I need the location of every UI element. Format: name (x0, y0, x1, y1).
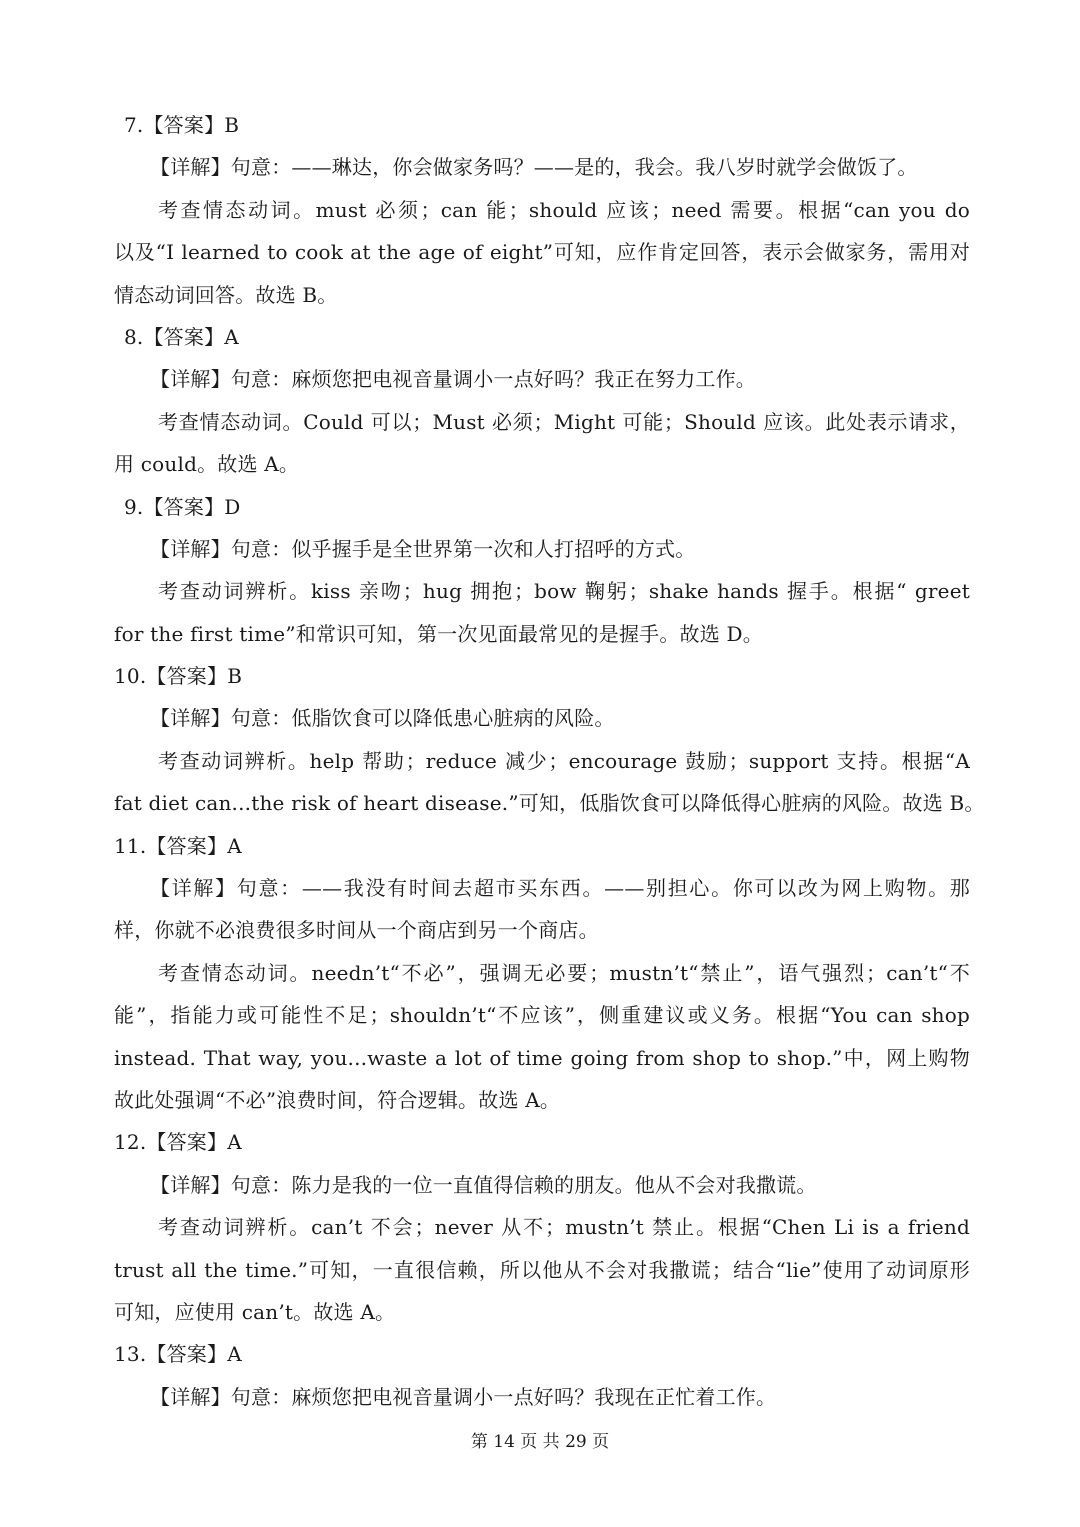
answer-line-q7: 7.【答案】B (124, 113, 240, 137)
detail-line-q10: 【详解】句意：低脂饮食可以降低患心脏病的风险。 (150, 706, 615, 731)
analysis-line: instead. That way, you...waste a lot of time going from shop to shop.”中，网上购物 (114, 1045, 970, 1070)
analysis-line: 故此处强调“不必”浪费时间，符合逻辑。故选 A。 (114, 1087, 561, 1112)
analysis-line: 能”，指能力或可能性不足；shouldn’t“不应该”，侧重建议或义务。根据“You can shop (114, 1003, 970, 1028)
analysis-line: 用 could。故选 A。 (114, 452, 300, 477)
detail-line-q11-cont: 样，你就不必浪费很多时间从一个商店到另一个商店。 (114, 918, 599, 943)
analysis-line: for the first time”和常识可知，第一次见面最常见的是握手。故选 D。 (114, 621, 763, 646)
analysis-line: 可知，应使用 can’t。故选 A。 (114, 1299, 396, 1324)
page-number-footer: 第 14 页 共 29 页 (470, 1432, 610, 1452)
analysis-line: 考查情态动词。needn’t“不必”，强调无必要；mustn’t“禁止”，语气强烈；can’t“不 (158, 960, 970, 985)
analysis-line: fat diet can...the risk of heart disease.”可知，低脂饮食可以降低得心脏病的风险。故选 B。 (114, 791, 985, 816)
answer-explanations (114, 104, 985, 1418)
answer-line-q11: 11.【答案】A (114, 833, 242, 858)
analysis-line: 以及“I learned to cook at the age of eight”可知，应作肯定回答，表示会做家务，需用对 (114, 240, 970, 265)
detail-line-q9: 【详解】句意：似乎握手是全世界第一次和人打招呼的方式。 (150, 536, 696, 561)
analysis-line: 考查情态动词。must 必须；can 能；should 应该；need 需要。根据“can you do (158, 197, 970, 222)
analysis-line: 考查动词辨析。kiss 亲吻；hug 拥抱；bow 鞠躬；shake hands 握手。根据“ greet (158, 579, 970, 604)
detail-line-q11: 【详解】句意：——我没有时间去超市买东西。——别担心。你可以改为网上购物。那 (150, 876, 970, 901)
detail-line-q13: 【详解】句意：麻烦您把电视音量调小一点好吗？我现在正忙着工作。 (150, 1384, 777, 1409)
detail-line-q7: 【详解】句意：——琳达，你会做家务吗？——是的，我会。我八岁时就学会做饭了。 (150, 155, 918, 180)
detail-line-q12: 【详解】句意：陈力是我的一位一直值得信赖的朋友。他从不会对我撒谎。 (150, 1172, 817, 1197)
answer-line-q12: 12.【答案】A (114, 1130, 242, 1155)
answer-line-q13: 13.【答案】A (114, 1342, 242, 1367)
analysis-line: 考查动词辨析。can’t 不会；never 从不；mustn’t 禁止。根据“Chen Li is a friend (158, 1215, 970, 1240)
analysis-line: 考查情态动词。Could 可以；Must 必须；Might 可能；Should 应该。此处表示请求， (158, 409, 970, 434)
detail-line-q8: 【详解】句意：麻烦您把电视音量调小一点好吗？我正在努力工作。 (150, 367, 756, 392)
answer-line-q9: 9.【答案】D (124, 494, 241, 519)
answer-line-q10: 10.【答案】B (114, 664, 243, 689)
analysis-line: trust all the time.”可知，一直很信赖，所以他从不会对我撒谎；结合“lie”使用了动词原形 (114, 1257, 970, 1282)
answer-line-q8: 8.【答案】A (124, 324, 239, 349)
analysis-line: 情态动词回答。故选 B。 (114, 282, 338, 307)
analysis-line: 考查动词辨析。help 帮助；reduce 减少；encourage 鼓励；support 支持。根据“A (158, 748, 970, 773)
